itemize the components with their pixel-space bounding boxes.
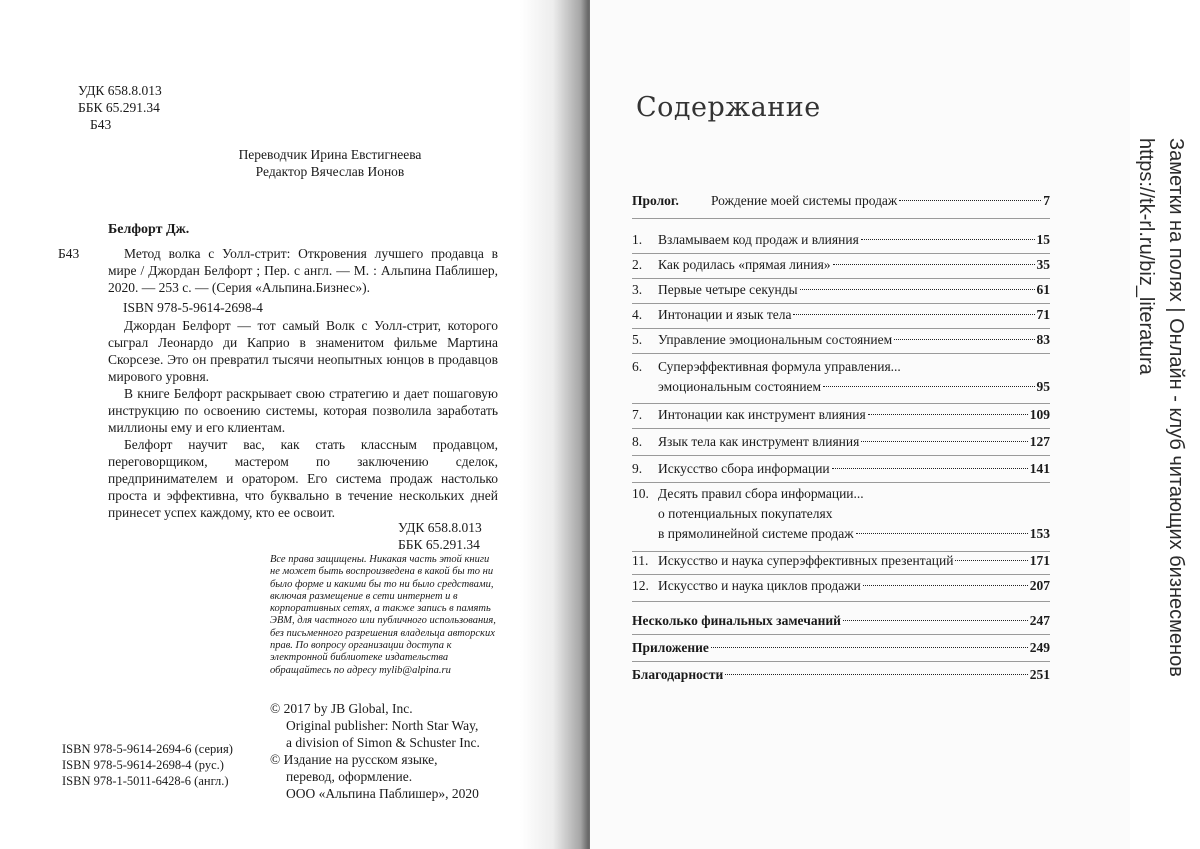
side-note-title: Заметки на полях | Онлайн - клуб читающих бизнесменов: [1165, 138, 1187, 677]
copyright-block: [270, 700, 510, 802]
toc-divider: [632, 661, 1050, 662]
toc-entry-chapter[interactable]: [632, 358, 1050, 398]
toc-leader: [868, 414, 1028, 415]
udk-block-bottom: [398, 519, 518, 553]
toc-entry-title: Суперэффективная формула управления...: [658, 359, 901, 374]
toc-entry-title: Управление эмоциональным состоянием: [658, 332, 893, 347]
toc-entry-title: Десять правил сбора информации...: [658, 486, 864, 501]
copyright-line: ООО «Альпина Паблишер», 2020: [286, 786, 479, 801]
toc-divider: [632, 253, 1050, 254]
toc-entry-title: Интонации и язык тела: [658, 307, 792, 322]
toc-divider: [632, 634, 1050, 635]
toc-leader: [856, 533, 1028, 534]
toc-leader: [843, 620, 1028, 621]
toc-entry-page: 251: [1029, 667, 1050, 682]
translator: Переводчик Ирина Евстигнеева: [238, 147, 422, 162]
toc-entry-page: 95: [1036, 379, 1050, 394]
copyright-line: © Издание на русском языке,: [270, 752, 438, 767]
toc-entry-title: Благодарности: [632, 667, 724, 682]
toc-entry-page: 15: [1036, 232, 1050, 247]
toc-leader: [823, 386, 1034, 387]
toc-leader: [899, 200, 1041, 201]
book-description: Метод волка с Уолл-стрит: Откровения лучшего продавца в мире / Джордан Белфорт ; Пер. с англ. — М. : Альпина Паблишер, 2020. — 253 с. — (Серия «Альпина.Бизнес»).: [108, 246, 498, 295]
toc-entry-page: 83: [1036, 332, 1050, 347]
annotation-paragraph: Джордан Белфорт — тот самый Волк с Уолл-стрит, которого сыграл Леонардо ди Каприо в знаменитом фильме Мартина Скорсезе. Это он превратил тысячи неопытных юнцов в продавцов мирового уровня.: [108, 318, 498, 384]
copyright-line: a division of Simon & Schuster Inc.: [286, 735, 480, 750]
toc-entry-page: 7: [1043, 193, 1050, 208]
side-note: [1122, 138, 1200, 758]
toc-divider: [632, 428, 1050, 429]
toc-entry-page: 207: [1029, 578, 1050, 593]
toc-entry-page: 171: [1029, 553, 1050, 568]
toc-entry-page: 109: [1029, 407, 1050, 422]
toc-entry-number: 9.: [632, 461, 643, 476]
toc-entry-title-cont: в прямолинейной системе продаж: [658, 526, 854, 541]
toc-entry-title: Как родилась «прямая линия»: [658, 257, 831, 272]
toc-entry-title: Искусство сбора информации: [658, 461, 830, 476]
toc-leader: [793, 314, 1034, 315]
toc-leader: [711, 647, 1028, 648]
toc-entry-title: Несколько финальных замечаний: [632, 613, 841, 628]
toc-entry-number: 2.: [632, 257, 643, 272]
toc-leader: [894, 339, 1034, 340]
toc-entry-page: 247: [1029, 613, 1050, 628]
toc-entry-page: 71: [1036, 307, 1050, 322]
toc-leader: [955, 560, 1027, 561]
udk-code: УДК 658.8.013: [78, 83, 162, 98]
toc-entry-title: Рождение моей системы продаж: [711, 193, 898, 208]
toc-entry-page: 249: [1029, 640, 1050, 655]
toc-divider: [632, 574, 1050, 575]
toc-entry-label: Пролог.: [632, 193, 679, 208]
toc-title: Содержание: [636, 92, 821, 123]
toc-entry-title: Первые четыре секунды: [658, 282, 798, 297]
toc-divider: [632, 482, 1050, 483]
toc-divider: [632, 303, 1050, 304]
udk-code: УДК 658.8.013: [398, 520, 482, 535]
toc-entry-number: 4.: [632, 307, 643, 322]
toc-entry-title: Искусство и наука циклов продажи: [658, 578, 861, 593]
left-page: [0, 0, 560, 849]
toc-leader: [863, 585, 1028, 586]
author-mark: Б43: [90, 117, 112, 132]
toc-entry-number: 3.: [632, 282, 643, 297]
annotation-paragraph: Белфорт научит вас, как стать классным продавцом, переговорщиком, мастером по заключению сделок, предпринимателем и оратором. Его система продаж настолько проста и эффективна, что буквально в течение нескольких дней принесет успех каждому, кто ее освоит.: [108, 437, 498, 520]
toc-divider: [632, 353, 1050, 354]
annotation-paragraph: В книге Белфорт раскрывает свою стратегию и дает пошаговую инструкцию по освоению системы, которая позволила заработать миллионы ему и его клиентам.: [108, 386, 498, 435]
toc-entry-number: 8.: [632, 434, 643, 449]
toc-entry-page: 153: [1029, 526, 1050, 541]
toc-entry-number: 10.: [632, 486, 649, 501]
isbn-list: [62, 741, 262, 789]
toc-entry-title-cont: эмоциональным состоянием: [658, 379, 822, 394]
toc-leader: [861, 239, 1035, 240]
toc-entry-number: 6.: [632, 359, 643, 374]
toc-leader: [833, 264, 1035, 265]
side-note-url[interactable]: https://tk-rl.ru/biz_literatura: [1135, 138, 1157, 375]
rights-notice: Все права защищены. Никакая часть этой книги не может быть воспроизведена в какой бы то ни было форме и какими бы то ни было средствами, включая размещение в сети интернет и в корпоративных сетях, а также запись в память ЭВМ, для частного или публичного использования, без письменного разрешения владельца авторских прав. По вопросу организации доступа к электронной библиотеке издательства обращайтесь по адресу mylib@alpina.ru: [270, 554, 496, 676]
toc-entry-title: Искусство и наука суперэффективных презентаций: [658, 553, 954, 568]
annotation: [108, 317, 498, 521]
toc-divider: [632, 218, 1050, 219]
toc-entry-page: 141: [1029, 461, 1050, 476]
toc-entry-page: 127: [1029, 434, 1050, 449]
bbk-code: ББК 65.291.34: [398, 537, 480, 552]
toc-entry-number: 7.: [632, 407, 643, 422]
copyright-line: перевод, оформление.: [286, 769, 413, 784]
isbn-line: ISBN 978-5-9614-2698-4 (рус.): [62, 758, 224, 772]
isbn-line: ISBN 978-1-5011-6428-6 (англ.): [62, 774, 229, 788]
toc-divider: [632, 455, 1050, 456]
isbn-line: ISBN 978-5-9614-2694-6 (серия): [62, 742, 233, 756]
toc-leader: [861, 441, 1027, 442]
copyright-line: © 2017 by JB Global, Inc.: [270, 701, 413, 716]
right-page: [590, 0, 1130, 849]
toc-entry-number: 1.: [632, 232, 643, 247]
bbk-code: ББК 65.291.34: [78, 100, 160, 115]
editor: Редактор Вячеслав Ионов: [255, 164, 405, 179]
toc-entry-title-cont: о потенциальных покупателях: [658, 506, 833, 521]
copyright-line: Original publisher: North Star Way,: [286, 718, 479, 733]
toc-entry-title: Интонации как инструмент влияния: [658, 407, 866, 422]
toc-divider: [632, 328, 1050, 329]
toc-entry-title: Взламываем код продаж и влияния: [658, 232, 859, 247]
toc-leader: [725, 674, 1028, 675]
toc-entry-chapter[interactable]: [632, 485, 1050, 545]
toc-entry-number: 12.: [632, 578, 649, 593]
toc-divider: [632, 601, 1050, 602]
udk-block-top: [78, 82, 278, 133]
toc-entry-page: 61: [1036, 282, 1050, 297]
toc-divider: [632, 278, 1050, 279]
credits: [200, 146, 460, 180]
toc-entry-number: 11.: [632, 553, 649, 568]
toc-leader: [800, 289, 1035, 290]
author-name: Белфорт Дж.: [108, 222, 190, 237]
toc-divider: [632, 403, 1050, 404]
toc-entry-number: 5.: [632, 332, 643, 347]
isbn-main: ISBN 978-5-9614-2698-4: [123, 300, 263, 315]
toc-entry-title: Приложение: [632, 640, 709, 655]
toc-leader: [832, 468, 1028, 469]
toc-entry-page: 35: [1036, 257, 1050, 272]
catalog-code: Б43: [58, 246, 80, 261]
toc-entry-title: Язык тела как инструмент влияния: [658, 434, 860, 449]
